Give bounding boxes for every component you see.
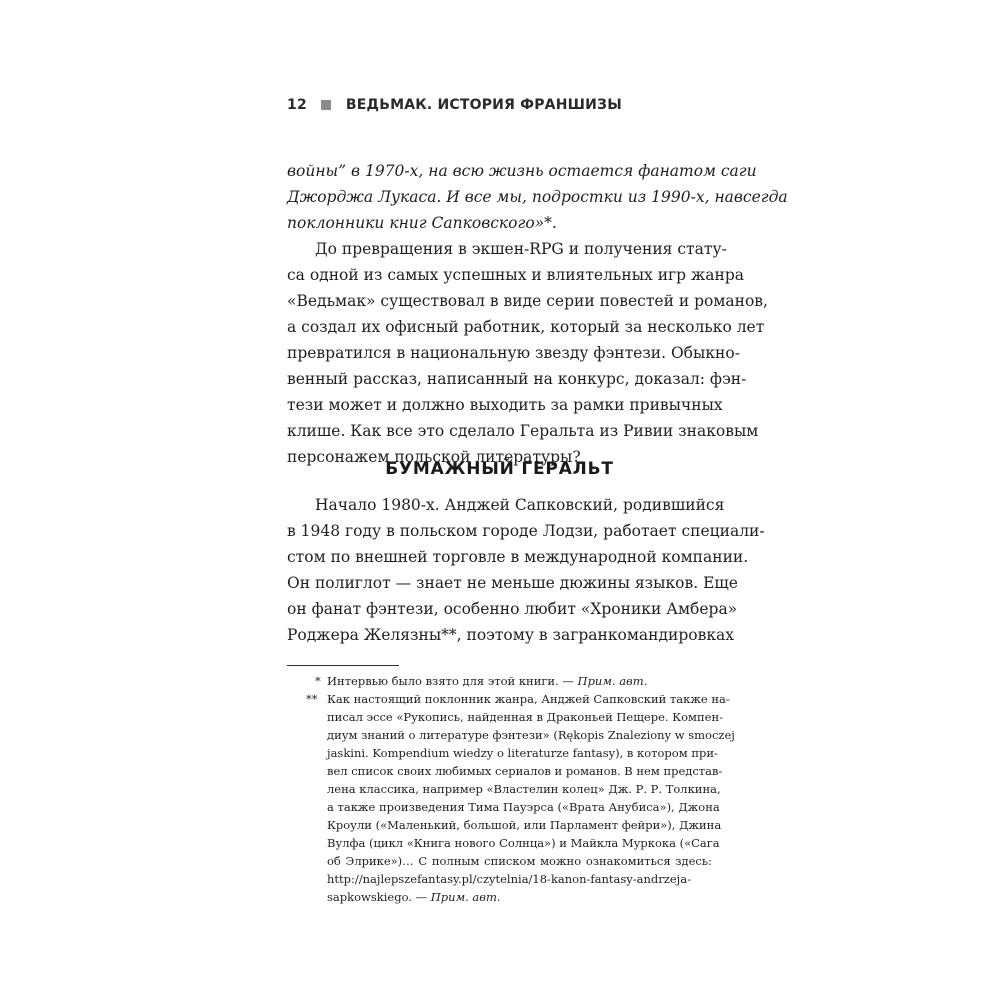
footnote-line: а также произведения Тима Пауэрса («Врата Анубиса»), Джона bbox=[327, 800, 720, 814]
body-line: в 1948 году в польском городе Лодзи, работает специали- bbox=[287, 522, 765, 540]
footnote-text: sapkowskiego. — bbox=[327, 890, 431, 904]
body-line: До превращения в экшен-RPG и получения стату- bbox=[315, 240, 727, 258]
footnote-divider bbox=[287, 665, 399, 666]
body-line: клише. Как все это сделало Геральта из Ривии знаковым bbox=[287, 422, 759, 440]
footnote-line: вел список своих любимых сериалов и романов. В нем представ- bbox=[327, 764, 723, 778]
body-line: он фанат фэнтези, особенно любит «Хроники Амбера» bbox=[287, 600, 738, 618]
footnote-text: Интервью было взято для этой книги. — bbox=[327, 674, 578, 688]
footnote-line: Кроули («Маленький, большой, или Парламент фейри»), Джина bbox=[327, 818, 722, 832]
body-line: венный рассказ, написанный на конкурс, доказал: фэн- bbox=[287, 370, 747, 388]
footnote-url-line: http://najlepszefantasy.pl/czytelnia/18-kanon-fantasy-andrzeja- bbox=[327, 872, 691, 886]
footnote-line: об Элрике»)… С полным списком можно ознакомиться здесь: bbox=[327, 854, 712, 868]
page-number: 12 bbox=[287, 97, 307, 113]
body-line: Начало 1980-х. Анджей Сапковский, родившийся bbox=[315, 496, 725, 514]
footnote-line: Как настоящий поклонник жанра, Анджей Сапковский также на- bbox=[327, 692, 730, 706]
body-line: Роджера Желязны**, поэтому в загранкомандировках bbox=[287, 626, 735, 644]
footnote-line: диум знаний о литературе фэнтези» (Rękopis Znaleziony w smoczej bbox=[327, 728, 735, 742]
footnote-line: писал эссе «Рукопись, найденная в Драконьей Пещере. Компен- bbox=[327, 710, 723, 724]
quote-line: Джорджа Лукаса. И все мы, подростки из 1990-х, навсегда bbox=[287, 188, 788, 206]
footnote-marker: * bbox=[315, 674, 321, 688]
quote-line: войны” в 1970-х, на всю жизнь остается фанатом саги bbox=[287, 162, 757, 180]
footnote-line: jaskini. Kompendium wiedzy o literaturze fantasy), в котором при- bbox=[327, 746, 718, 760]
author-note: Прим. авт. bbox=[430, 890, 501, 904]
square-bullet-icon bbox=[321, 100, 331, 110]
quote-line: поклонники книг Сапковского»*. bbox=[287, 214, 557, 232]
body-line: са одной из самых успешных и влиятельных игр жанра bbox=[287, 266, 744, 284]
body-line: стом по внешней торговле в международной компании. bbox=[287, 548, 749, 566]
body-line: «Ведьмак» существовал в виде серии повестей и романов, bbox=[287, 292, 768, 310]
footnote-marker: ** bbox=[306, 692, 318, 706]
running-head bbox=[287, 97, 622, 113]
section-heading: БУМАЖНЫЙ ГЕРАЛЬТ bbox=[385, 459, 614, 479]
body-line: тези может и должно выходить за рамки привычных bbox=[287, 396, 723, 414]
body-line: Он полиглот — знает не меньше дюжины языков. Еще bbox=[287, 574, 738, 592]
body-line: персонажем польской литературы? bbox=[287, 448, 581, 466]
footnote-line bbox=[327, 672, 647, 690]
footnote-line bbox=[327, 888, 501, 906]
body-line: превратился в национальную звезду фэнтези. Обыкно- bbox=[287, 344, 740, 362]
body-line: а создал их офисный работник, который за несколько лет bbox=[287, 318, 765, 336]
author-note: Прим. авт. bbox=[577, 674, 648, 688]
book-title: ВЕДЬМАК. ИСТОРИЯ ФРАНШИЗЫ bbox=[345, 97, 622, 113]
footnote-line: Вулфа (цикл «Книга нового Солнца») и Майкла Муркока («Сага bbox=[327, 836, 720, 850]
footnote-line: лена классика, например «Властелин колец» Дж. Р. Р. Толкина, bbox=[327, 782, 721, 796]
